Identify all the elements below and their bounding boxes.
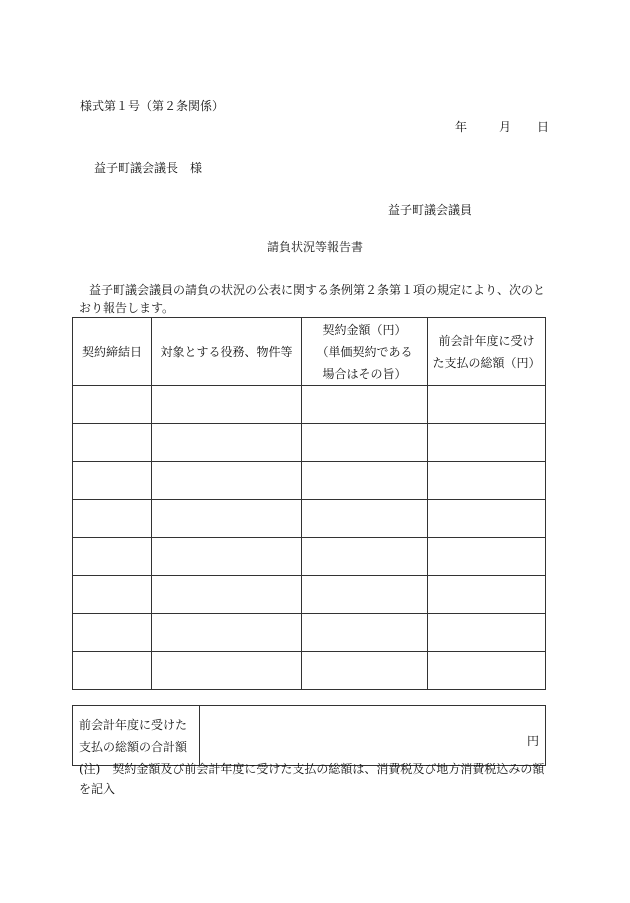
column-header-3-line-3: 場合はその旨） xyxy=(322,366,407,381)
table-cell[interactable] xyxy=(302,576,428,614)
total-label-line-2: 支払の総額の合計額 xyxy=(79,739,188,754)
table-cell[interactable] xyxy=(73,424,152,462)
report-table-body xyxy=(73,386,546,690)
note-line-2: を記入 xyxy=(79,782,116,796)
table-cell[interactable] xyxy=(302,424,428,462)
total-label xyxy=(73,706,200,766)
column-header-3 xyxy=(302,318,428,386)
date-month-label: 月 xyxy=(499,120,512,134)
table-cell[interactable] xyxy=(73,462,152,500)
total-row xyxy=(73,706,546,766)
table-cell[interactable] xyxy=(428,614,546,652)
table-cell[interactable] xyxy=(428,500,546,538)
table-cell[interactable] xyxy=(302,462,428,500)
form-number: 様式第１号（第２条関係） xyxy=(80,99,225,113)
table-cell[interactable] xyxy=(152,386,302,424)
table-cell[interactable] xyxy=(73,386,152,424)
total-table xyxy=(72,705,546,766)
table-row xyxy=(73,576,546,614)
yen-unit: 円 xyxy=(526,734,539,748)
table-cell[interactable] xyxy=(428,424,546,462)
column-header-4-line-2: た支払の総額（円） xyxy=(432,355,541,370)
table-cell[interactable] xyxy=(152,462,302,500)
table-cell[interactable] xyxy=(152,538,302,576)
table-cell[interactable] xyxy=(302,538,428,576)
column-header-3-line-1: 契約金額（円） xyxy=(322,322,407,337)
table-cell[interactable] xyxy=(302,500,428,538)
intro-text-line-1: 益子町議会議員の請負の状況の公表に関する条例第２条第１項の規定により、次のと xyxy=(89,283,546,297)
intro-text-line-2: おり報告します。 xyxy=(79,301,175,315)
column-header-4-line-1: 前会計年度に受け xyxy=(438,333,535,348)
column-header-4 xyxy=(428,318,546,386)
table-cell[interactable] xyxy=(73,652,152,690)
header-row xyxy=(73,318,546,386)
table-row xyxy=(73,386,546,424)
table-row xyxy=(73,538,546,576)
column-header-2 xyxy=(152,318,302,386)
report-table-header xyxy=(73,318,546,386)
table-row xyxy=(73,500,546,538)
table-cell[interactable] xyxy=(428,652,546,690)
table-cell[interactable] xyxy=(152,652,302,690)
table-cell[interactable] xyxy=(73,614,152,652)
table-cell[interactable] xyxy=(73,500,152,538)
table-cell[interactable] xyxy=(152,500,302,538)
table-cell[interactable] xyxy=(428,538,546,576)
table-cell[interactable] xyxy=(428,462,546,500)
table-cell[interactable] xyxy=(302,386,428,424)
table-cell[interactable] xyxy=(302,652,428,690)
addressee: 益子町議会議長 様 xyxy=(94,161,203,175)
report-table xyxy=(72,317,546,690)
column-header-3-line-2: （単価契約である xyxy=(316,344,413,359)
table-row xyxy=(73,652,546,690)
table-row xyxy=(73,614,546,652)
table-cell[interactable] xyxy=(428,386,546,424)
table-cell[interactable] xyxy=(73,576,152,614)
document-title: 請負状況等報告書 xyxy=(266,240,363,254)
total-label-line-1: 前会計年度に受けた xyxy=(79,717,188,732)
date-day-label: 日 xyxy=(537,120,550,134)
total-amount-field[interactable] xyxy=(200,706,546,766)
table-row xyxy=(73,462,546,500)
table-cell[interactable] xyxy=(428,576,546,614)
table-cell[interactable] xyxy=(302,614,428,652)
column-header-1-line-1: 契約締結日 xyxy=(81,344,142,359)
note-line-1: (注) 契約金額及び前会計年度に受けた支払の総額は、消費税及び地方消費税込みの額 xyxy=(79,762,545,776)
table-cell[interactable] xyxy=(152,424,302,462)
date-row xyxy=(455,118,549,135)
table-cell[interactable] xyxy=(73,538,152,576)
date-year-label: 年 xyxy=(455,120,468,134)
column-header-2-line-1: 対象とする役務、物件等 xyxy=(160,344,293,359)
table-row xyxy=(73,424,546,462)
table-cell[interactable] xyxy=(152,614,302,652)
column-header-1 xyxy=(73,318,152,386)
table-cell[interactable] xyxy=(152,576,302,614)
sender: 益子町議会議員 xyxy=(388,203,473,217)
